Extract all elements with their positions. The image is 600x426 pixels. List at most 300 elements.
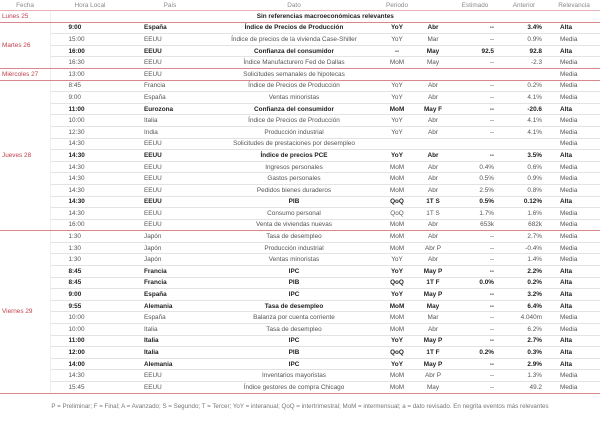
cell-relevancia: Alta (548, 150, 600, 162)
table-row (0, 254, 600, 266)
header-periodo: Periodo (378, 0, 416, 11)
cell-relevancia: Media (548, 208, 600, 220)
cell-relevancia: Media (548, 173, 600, 185)
cell-hora: 10:00 (50, 324, 130, 336)
cell-pais: Italia (130, 324, 210, 336)
cell-dato: Índice Manufacturero Fed de Dallas (210, 57, 378, 69)
cell-relevancia: Media (548, 184, 600, 196)
cell-dato: Producción industrial (210, 126, 378, 138)
cell-relevancia: Media (548, 312, 600, 324)
header-anterior: Anterior (500, 0, 548, 11)
cell-pais: EEUU (130, 57, 210, 69)
cell-anterior: 2.7% (500, 231, 548, 243)
cell-hora: 10:00 (50, 312, 130, 324)
day-label: Martes 26 (0, 22, 50, 68)
cell-anterior: 3.2% (500, 289, 548, 301)
cell-hora: 11:00 (50, 103, 130, 115)
cell-hora: 11:00 (50, 335, 130, 347)
header-row (0, 0, 600, 11)
cell-dato: Índice de Precios de Producción (210, 80, 378, 92)
cell-relevancia: Alta (548, 45, 600, 57)
cell-mes: Mar (416, 312, 450, 324)
cell-periodo: MoM (378, 242, 416, 254)
cell-relevancia: Media (548, 324, 600, 336)
cell-mes: May P (416, 266, 450, 278)
cell-relevancia: Alta (548, 358, 600, 370)
cell-mes: Abr P (416, 242, 450, 254)
cell-hora: 14:30 (50, 161, 130, 173)
cell-periodo: QoQ (378, 208, 416, 220)
day-label: Miércoles 27 (0, 68, 50, 80)
table-row (0, 22, 600, 34)
cell-hora: 8:45 (50, 80, 130, 92)
table-row (0, 300, 600, 312)
header-fecha: Fecha (0, 0, 50, 11)
cell-mes: May (416, 45, 450, 57)
cell-estimado: 0.4% (450, 161, 500, 173)
cell-pais: Francia (130, 80, 210, 92)
cell-anterior: 6.2% (500, 324, 548, 336)
cell-hora: 14:00 (50, 358, 130, 370)
cell-relevancia: Alta (548, 266, 600, 278)
cell-mes (416, 138, 450, 150)
cell-hora: 8:45 (50, 277, 130, 289)
cell-periodo: MoM (378, 382, 416, 394)
header-pais: País (130, 0, 210, 11)
cell-anterior (500, 68, 548, 80)
cell-estimado: -- (450, 324, 500, 336)
cell-mes: 1T F (416, 347, 450, 359)
header-relevancia: Relevancia (548, 0, 600, 11)
cell-anterior: 49.2 (500, 382, 548, 394)
table-row (0, 92, 600, 104)
cell-dato: Solicitudes semanales de hipotecas (210, 68, 378, 80)
cell-anterior: 0.9% (500, 173, 548, 185)
cell-estimado: -- (450, 242, 500, 254)
cell-hora: 16:30 (50, 57, 130, 69)
header-hora: Hora Local (50, 0, 130, 11)
cell-anterior: 0.6% (500, 161, 548, 173)
cell-estimado: -- (450, 103, 500, 115)
cell-anterior: 0.12% (500, 196, 548, 208)
cell-dato: Balanza por cuenta corriente (210, 312, 378, 324)
cell-pais: Alemania (130, 300, 210, 312)
cell-hora: 15:45 (50, 382, 130, 394)
cell-anterior: 0.9% (500, 34, 548, 46)
cell-estimado: 1.7% (450, 208, 500, 220)
table-row (0, 126, 600, 138)
cell-periodo: YoY (378, 34, 416, 46)
table-row (0, 312, 600, 324)
table-row (0, 324, 600, 336)
cell-dato: Tasa de desempleo (210, 324, 378, 336)
cell-dato: Índice de Precios de Producción (210, 115, 378, 127)
cell-pais: EEUU (130, 196, 210, 208)
cell-hora: 14:30 (50, 208, 130, 220)
cell-hora: 9:00 (50, 289, 130, 301)
cell-pais: EEUU (130, 208, 210, 220)
cell-relevancia: Media (548, 34, 600, 46)
cell-dato: Venta de viviendas nuevas (210, 219, 378, 231)
cell-relevancia: Media (548, 242, 600, 254)
cell-mes: Abr (416, 80, 450, 92)
cell-anterior: -20.6 (500, 103, 548, 115)
table-row (0, 103, 600, 115)
cell-hora: 16:00 (50, 45, 130, 57)
cell-periodo: MoM (378, 370, 416, 382)
cell-hora: 14:30 (50, 184, 130, 196)
cell-periodo: QoQ (378, 277, 416, 289)
cell-anterior: 4.1% (500, 115, 548, 127)
cell-periodo: MoM (378, 184, 416, 196)
cell-relevancia: Media (548, 80, 600, 92)
table-row (0, 289, 600, 301)
day-label: Lunes 25 (0, 11, 50, 23)
table-row (0, 45, 600, 57)
cell-estimado: -- (450, 335, 500, 347)
cell-dato: Índice de precios PCE (210, 150, 378, 162)
cell-estimado: -- (450, 370, 500, 382)
table-row (0, 196, 600, 208)
cell-mes: 1T S (416, 196, 450, 208)
cell-pais: Japón (130, 231, 210, 243)
table-row (0, 138, 600, 150)
cell-dato: Tasa de desempleo (210, 300, 378, 312)
cell-anterior: 682k (500, 219, 548, 231)
cell-hora: 15:00 (50, 34, 130, 46)
table-row (0, 57, 600, 69)
header-dato: Dato (210, 0, 378, 11)
cell-relevancia: Alta (548, 335, 600, 347)
cell-pais: EEUU (130, 382, 210, 394)
cell-hora: 12:30 (50, 126, 130, 138)
cell-relevancia: Alta (548, 22, 600, 34)
cell-estimado: 0.0% (450, 277, 500, 289)
cell-mes: Abr (416, 161, 450, 173)
cell-periodo: YoY (378, 335, 416, 347)
cell-pais: Italia (130, 347, 210, 359)
cell-estimado: -- (450, 22, 500, 34)
cell-periodo: YoY (378, 115, 416, 127)
cell-mes: May P (416, 335, 450, 347)
cell-anterior: 2.2% (500, 266, 548, 278)
cell-hora: 14:30 (50, 150, 130, 162)
cell-hora: 9:55 (50, 300, 130, 312)
cell-relevancia: Media (548, 161, 600, 173)
table-row (0, 231, 600, 243)
cell-periodo: YoY (378, 358, 416, 370)
cell-pais: Japón (130, 242, 210, 254)
cell-hora: 8:45 (50, 266, 130, 278)
cell-estimado: -- (450, 289, 500, 301)
cell-estimado: -- (450, 80, 500, 92)
cell-mes: May P (416, 358, 450, 370)
table-row (0, 242, 600, 254)
cell-dato: PIB (210, 277, 378, 289)
cell-relevancia: Alta (548, 103, 600, 115)
cell-estimado: 2.5% (450, 184, 500, 196)
cell-dato: Índice de precios de la vivienda Case-Shiller (210, 34, 378, 46)
table-row (0, 11, 600, 23)
cell-dato: Producción industrial (210, 242, 378, 254)
cell-relevancia: Media (548, 138, 600, 150)
calendar-body (0, 11, 600, 394)
cell-mes: May (416, 382, 450, 394)
cell-dato: Consumo personal (210, 208, 378, 220)
cell-mes: Mar (416, 34, 450, 46)
header-estimado: Estimado (450, 0, 500, 11)
cell-estimado: -- (450, 300, 500, 312)
cell-periodo: MoM (378, 300, 416, 312)
table-row (0, 277, 600, 289)
cell-anterior: 0.3% (500, 347, 548, 359)
cell-pais: EEUU (130, 68, 210, 80)
cell-mes: May F (416, 103, 450, 115)
cell-periodo: YoY (378, 126, 416, 138)
cell-relevancia: Media (548, 370, 600, 382)
day-label: Jueves 28 (0, 80, 50, 231)
cell-anterior: 4.1% (500, 92, 548, 104)
cell-dato: Tasa de desempleo (210, 231, 378, 243)
cell-dato: Confianza del consumidor (210, 103, 378, 115)
cell-anterior: -0.4% (500, 242, 548, 254)
cell-hora: 14:30 (50, 173, 130, 185)
cell-anterior: 0.2% (500, 80, 548, 92)
cell-periodo: YoY (378, 266, 416, 278)
cell-pais: EEUU (130, 370, 210, 382)
cell-anterior: 1.3% (500, 370, 548, 382)
cell-mes: May (416, 57, 450, 69)
cell-mes: 1T S (416, 208, 450, 220)
cell-estimado: -- (450, 382, 500, 394)
cell-estimado: -- (450, 358, 500, 370)
cell-hora: 13:00 (50, 68, 130, 80)
cell-relevancia: Media (548, 126, 600, 138)
cell-pais: Francia (130, 266, 210, 278)
cell-mes (416, 68, 450, 80)
cell-mes: Abr (416, 22, 450, 34)
cell-dato: Índice gestores de compra Chicago (210, 382, 378, 394)
cell-anterior: 1.6% (500, 208, 548, 220)
cell-periodo: MoM (378, 312, 416, 324)
cell-anterior: 4.040m (500, 312, 548, 324)
cell-relevancia: Alta (548, 300, 600, 312)
cell-periodo: MoM (378, 173, 416, 185)
cell-dato: IPC (210, 335, 378, 347)
cell-relevancia: Media (548, 231, 600, 243)
cell-anterior: 0.2% (500, 277, 548, 289)
cell-anterior: 0.8% (500, 184, 548, 196)
no-events-note: Sin referencias macroeconómicas relevantes (50, 11, 600, 23)
cell-estimado: -- (450, 254, 500, 266)
cell-dato: Inventarios mayoristas (210, 370, 378, 382)
cell-pais: Italia (130, 335, 210, 347)
cell-hora: 1:30 (50, 242, 130, 254)
cell-periodo (378, 68, 416, 80)
cell-estimado: 0.5% (450, 196, 500, 208)
table-row (0, 382, 600, 394)
table-row (0, 34, 600, 46)
cell-pais: Alemania (130, 358, 210, 370)
cell-dato: PIB (210, 196, 378, 208)
cell-hora: 1:30 (50, 231, 130, 243)
cell-hora: 1:30 (50, 254, 130, 266)
cell-hora: 10:00 (50, 115, 130, 127)
cell-relevancia: Media (548, 68, 600, 80)
cell-anterior: 2.7% (500, 335, 548, 347)
cell-pais: India (130, 126, 210, 138)
cell-estimado: -- (450, 115, 500, 127)
cell-estimado (450, 68, 500, 80)
cell-dato: IPC (210, 358, 378, 370)
cell-pais: EEUU (130, 173, 210, 185)
cell-periodo: YoY (378, 80, 416, 92)
cell-estimado: 92.5 (450, 45, 500, 57)
cell-relevancia: Media (548, 115, 600, 127)
cell-periodo: YoY (378, 150, 416, 162)
cell-estimado (450, 138, 500, 150)
cell-pais: EEUU (130, 161, 210, 173)
table-row (0, 370, 600, 382)
table-row (0, 150, 600, 162)
cell-dato: IPC (210, 266, 378, 278)
cell-anterior: 6.4% (500, 300, 548, 312)
cell-dato: Índice de Precios de Producción (210, 22, 378, 34)
cell-pais: Eurozona (130, 103, 210, 115)
cell-pais: EEUU (130, 219, 210, 231)
cell-pais: EEUU (130, 34, 210, 46)
cell-periodo: YoY (378, 22, 416, 34)
cell-mes: Abr P (416, 370, 450, 382)
cell-pais: España (130, 92, 210, 104)
cell-pais: EEUU (130, 45, 210, 57)
table-row (0, 80, 600, 92)
cell-periodo: YoY (378, 254, 416, 266)
header-mes (416, 0, 450, 11)
cell-periodo: MoM (378, 103, 416, 115)
cell-pais: España (130, 289, 210, 301)
cell-dato: Ventas minoristas (210, 254, 378, 266)
cell-mes: Abr (416, 324, 450, 336)
cell-relevancia: Media (548, 254, 600, 266)
cell-dato: Solicitudes de prestaciones por desempleo (210, 138, 378, 150)
cell-estimado: -- (450, 34, 500, 46)
cell-pais: España (130, 22, 210, 34)
cell-mes: May (416, 300, 450, 312)
cell-dato: Ingresos personales (210, 161, 378, 173)
cell-estimado: 0.5% (450, 173, 500, 185)
cell-anterior: 92.8 (500, 45, 548, 57)
day-label: Viernes 29 (0, 231, 50, 393)
cell-mes: Abr (416, 219, 450, 231)
cell-pais: Francia (130, 277, 210, 289)
cell-anterior: -2.3 (500, 57, 548, 69)
cell-hora: 12:00 (50, 347, 130, 359)
cell-dato: PIB (210, 347, 378, 359)
cell-pais: EEUU (130, 138, 210, 150)
cell-pais: EEUU (130, 184, 210, 196)
cell-periodo: MoM (378, 231, 416, 243)
cell-dato: IPC (210, 289, 378, 301)
cell-mes: Abr (416, 150, 450, 162)
cell-estimado: -- (450, 57, 500, 69)
cell-periodo: MoM (378, 161, 416, 173)
table-row (0, 219, 600, 231)
table-row (0, 335, 600, 347)
cell-pais: Italia (130, 115, 210, 127)
cell-relevancia: Media (548, 92, 600, 104)
cell-relevancia: Alta (548, 277, 600, 289)
cell-mes: Abr (416, 126, 450, 138)
table-row (0, 173, 600, 185)
table-row (0, 358, 600, 370)
cell-hora: 14:30 (50, 196, 130, 208)
cell-periodo: MoM (378, 57, 416, 69)
cell-mes: Abr (416, 173, 450, 185)
legend-footnote: P = Preliminar; F = Final; A = Avanzado; S = Segundo; T = Tercer; YoY = interanual; QoQ = intertrimestral; MoM = intermensual; a = dato revisado. En negrita eventos más relevantes (51, 403, 549, 410)
cell-relevancia: Media (548, 382, 600, 394)
table-row (0, 161, 600, 173)
cell-anterior: 2.9% (500, 358, 548, 370)
cell-pais: Japón (130, 254, 210, 266)
cell-relevancia: Media (548, 219, 600, 231)
cell-periodo: YoY (378, 92, 416, 104)
cell-anterior: 1.4% (500, 254, 548, 266)
cell-anterior: 4.1% (500, 126, 548, 138)
cell-periodo: -- (378, 45, 416, 57)
cell-dato: Confianza del consumidor (210, 45, 378, 57)
cell-pais: EEUU (130, 150, 210, 162)
cell-relevancia: Media (548, 57, 600, 69)
table-row (0, 184, 600, 196)
cell-estimado: -- (450, 126, 500, 138)
cell-hora: 16:00 (50, 219, 130, 231)
cell-estimado: -- (450, 150, 500, 162)
cell-mes: 1T F (416, 277, 450, 289)
cell-estimado: -- (450, 312, 500, 324)
cell-mes: Abr (416, 231, 450, 243)
cell-periodo: MoM (378, 324, 416, 336)
cell-anterior: 3.4% (500, 22, 548, 34)
cell-dato: Ventas minoristas (210, 92, 378, 104)
cell-periodo: QoQ (378, 196, 416, 208)
cell-estimado: -- (450, 92, 500, 104)
cell-dato: Pedidos bienes duraderos (210, 184, 378, 196)
cell-relevancia: Alta (548, 196, 600, 208)
cell-mes: Abr (416, 115, 450, 127)
table-row (0, 347, 600, 359)
cell-periodo: QoQ (378, 347, 416, 359)
cell-estimado: 0.2% (450, 347, 500, 359)
table-row (0, 115, 600, 127)
cell-anterior (500, 138, 548, 150)
cell-estimado: 653k (450, 219, 500, 231)
cell-mes: Abr (416, 92, 450, 104)
table-row (0, 266, 600, 278)
cell-pais: España (130, 312, 210, 324)
cell-hora: 14:30 (50, 370, 130, 382)
cell-periodo: YoY (378, 289, 416, 301)
cell-relevancia: Alta (548, 289, 600, 301)
cell-hora: 14:30 (50, 138, 130, 150)
cell-hora: 9:00 (50, 22, 130, 34)
cell-mes: Abr (416, 184, 450, 196)
cell-dato: Gastos personales (210, 173, 378, 185)
cell-periodo: MoM (378, 219, 416, 231)
cell-hora: 9:00 (50, 92, 130, 104)
cell-relevancia: Alta (548, 347, 600, 359)
table-row (0, 208, 600, 220)
